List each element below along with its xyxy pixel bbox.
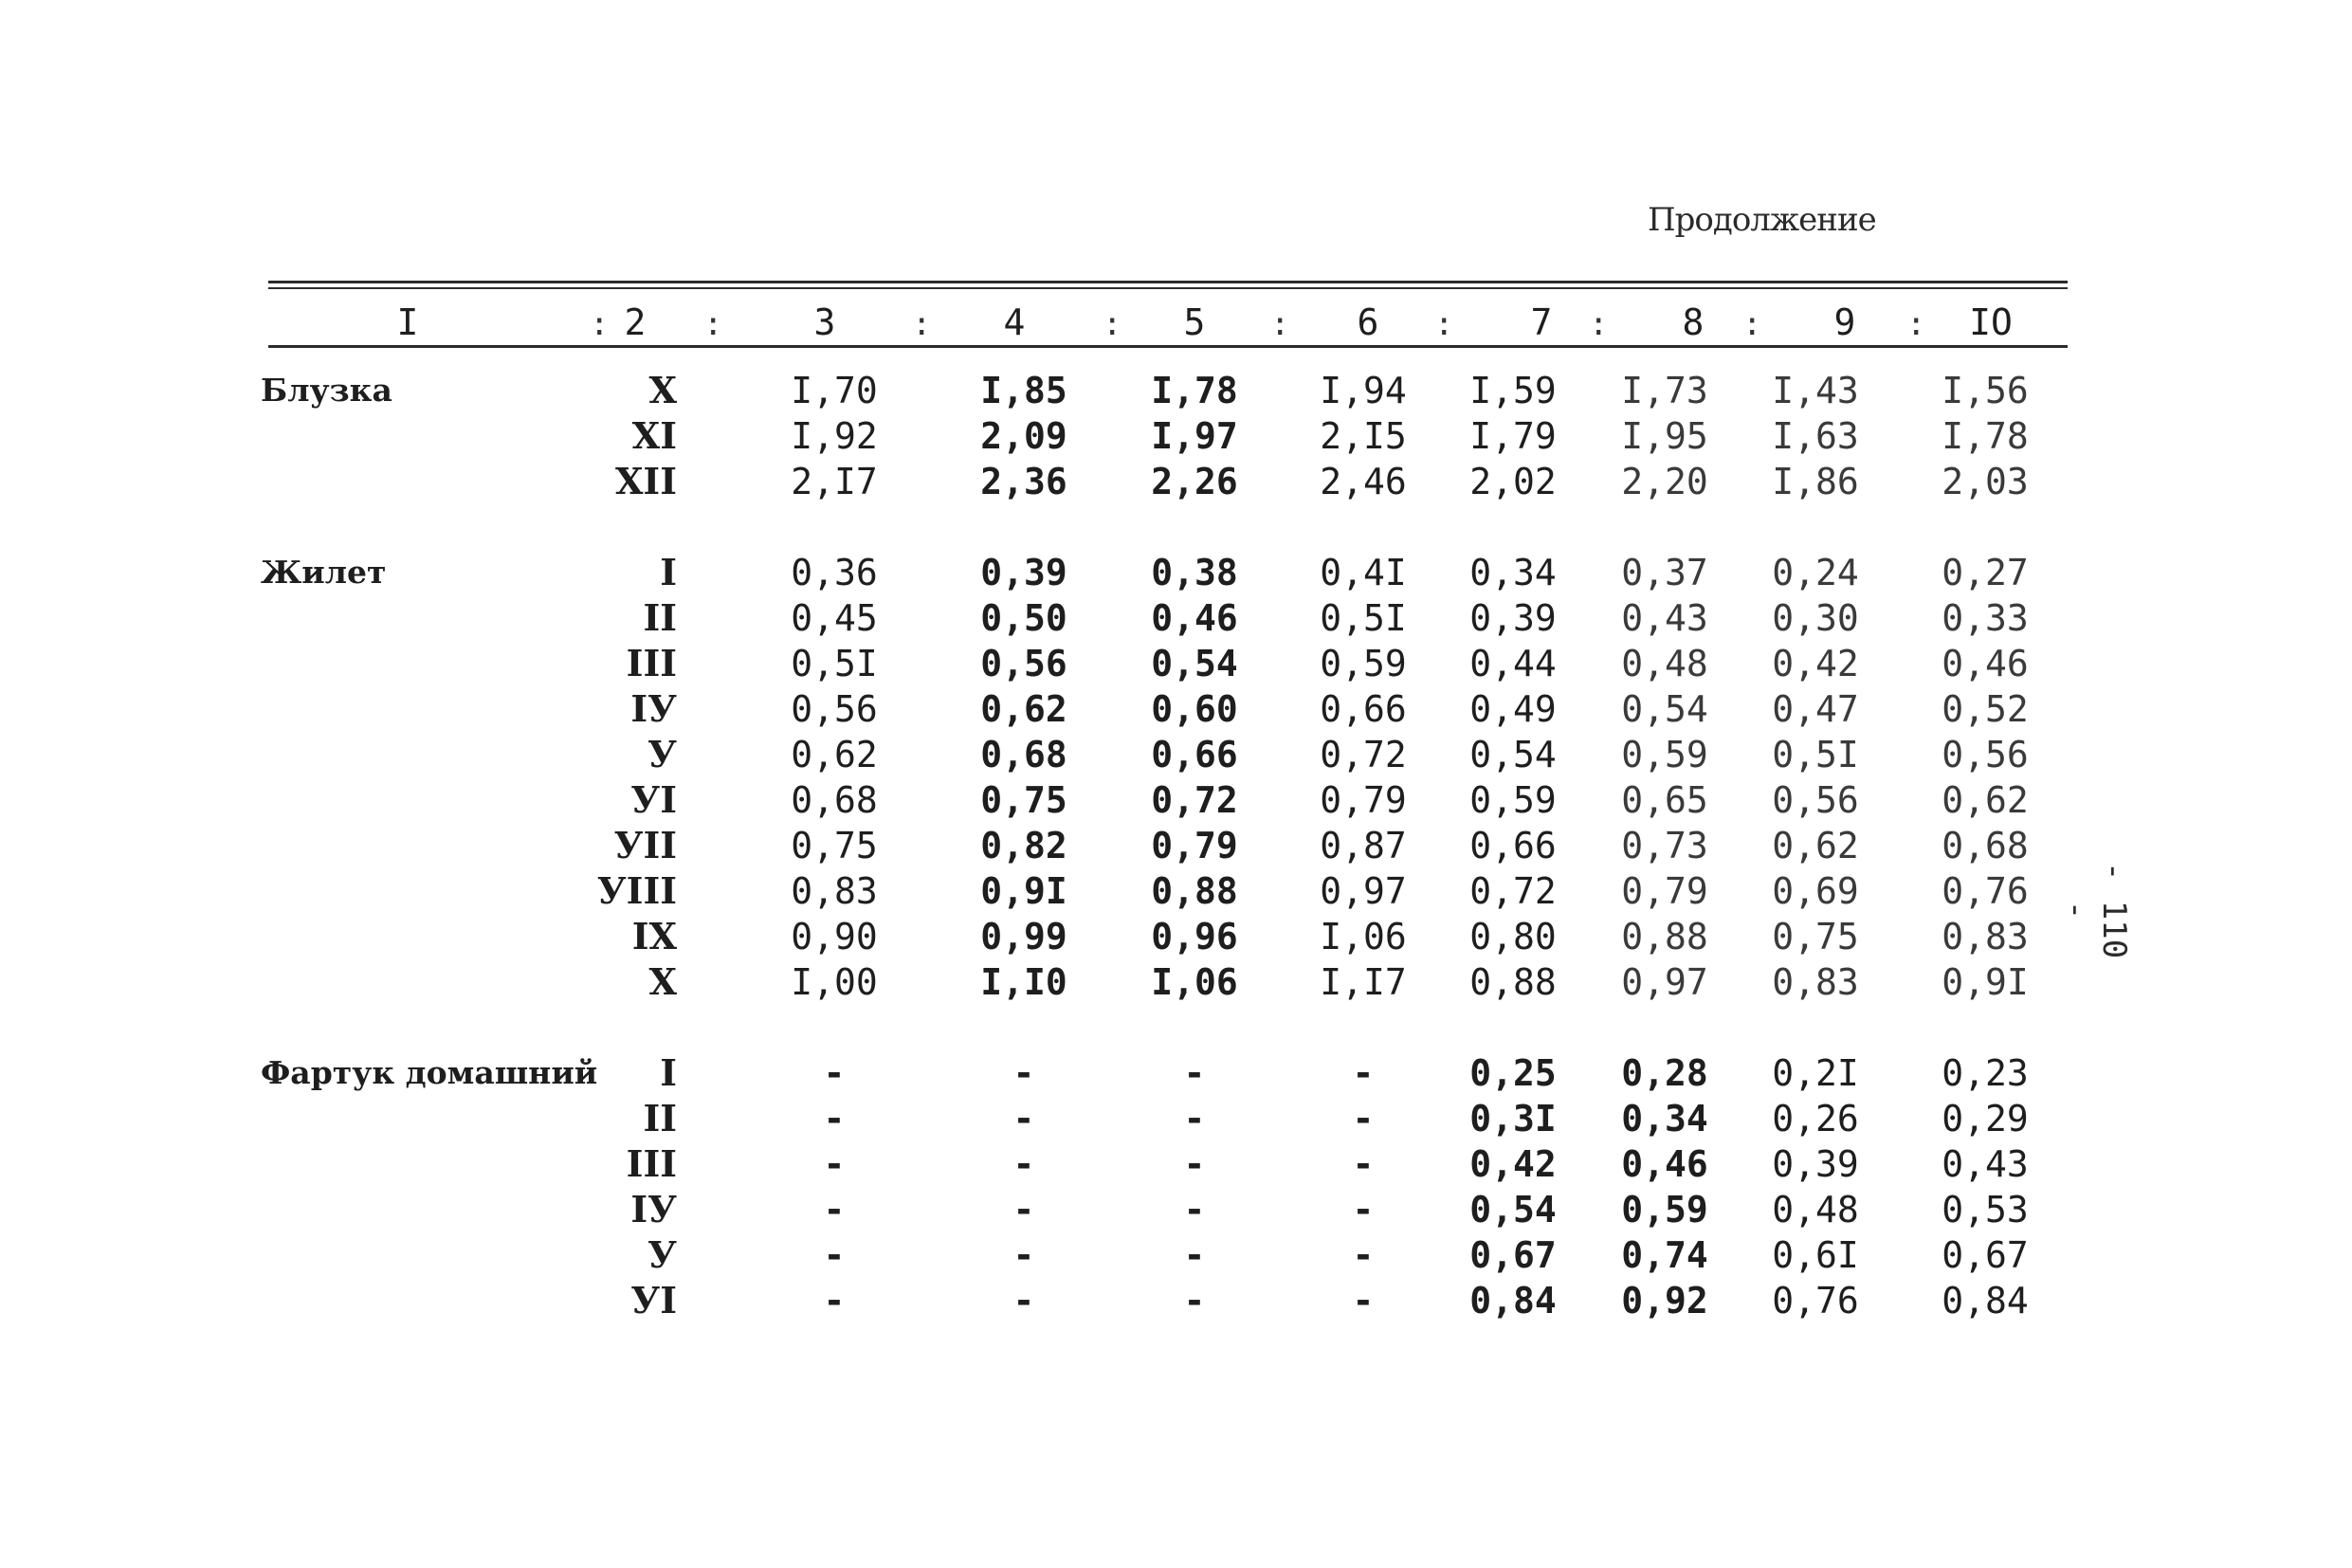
value-cell: 0,39 [1469, 597, 1557, 639]
value-cell: 0,46 [1621, 1143, 1708, 1185]
value-cell: 0,46 [1151, 597, 1238, 639]
value-cell: I,86 [1772, 461, 1859, 502]
value-cell: - [1183, 1052, 1206, 1094]
column-separator: : [912, 305, 932, 343]
value-cell: 2,I7 [791, 461, 878, 502]
value-cell: 0,75 [1772, 916, 1859, 957]
value-cell: 0,88 [1621, 916, 1708, 957]
size-label: IУ [630, 687, 677, 730]
value-cell: - [1352, 1052, 1375, 1094]
value-cell: 0,88 [1151, 870, 1238, 912]
table-row [0, 1278, 2352, 1323]
value-cell: - [823, 1143, 846, 1185]
value-cell: 0,59 [1320, 643, 1407, 684]
value-cell: 0,50 [980, 597, 1067, 639]
column-header-3: 3 [813, 301, 836, 343]
table-row [0, 1187, 2352, 1232]
value-cell: 0,76 [1942, 870, 2029, 912]
value-cell: 0,66 [1469, 825, 1557, 866]
value-cell: 0,47 [1772, 688, 1859, 730]
size-label: XII [614, 460, 677, 502]
size-label: УI [630, 1279, 677, 1322]
value-cell: 2,09 [980, 415, 1067, 457]
value-cell: 0,37 [1621, 552, 1708, 593]
value-cell: 0,80 [1469, 916, 1557, 957]
value-cell: 2,36 [980, 461, 1067, 502]
value-cell: - [1012, 1189, 1035, 1231]
column-header-1: I [396, 301, 419, 343]
value-cell: 0,48 [1621, 643, 1708, 684]
value-cell: 0,54 [1469, 734, 1557, 775]
value-cell: 0,38 [1151, 552, 1238, 593]
top-rule [268, 281, 2068, 283]
value-cell: - [1352, 1280, 1375, 1322]
value-cell: I,63 [1772, 415, 1859, 457]
value-cell: 0,34 [1469, 552, 1557, 593]
size-label: II [643, 1097, 677, 1140]
column-header-5: 5 [1183, 301, 1206, 343]
value-cell: I,I0 [980, 961, 1067, 1003]
value-cell: - [823, 1189, 846, 1231]
value-cell: 2,46 [1320, 461, 1407, 502]
value-cell: 0,54 [1621, 688, 1708, 730]
value-cell: 0,68 [791, 779, 878, 821]
value-cell: I,70 [791, 370, 878, 411]
column-header-9: 9 [1833, 301, 1856, 343]
value-cell: I,06 [1151, 961, 1238, 1003]
table-row [0, 413, 2352, 459]
size-label: III [626, 1142, 677, 1185]
value-cell: - [1012, 1280, 1035, 1322]
table-row [0, 459, 2352, 504]
value-cell: 0,54 [1151, 643, 1238, 684]
table-row [0, 777, 2352, 823]
value-cell: 0,75 [980, 779, 1067, 821]
value-cell: 0,6I [1772, 1234, 1859, 1276]
value-cell: 0,56 [1772, 779, 1859, 821]
value-cell: 0,39 [1772, 1143, 1859, 1185]
table-row [0, 641, 2352, 686]
column-header-4: 4 [1003, 301, 1026, 343]
table-row [0, 1232, 2352, 1278]
value-cell: 0,73 [1621, 825, 1708, 866]
value-cell: I,97 [1151, 415, 1238, 457]
value-cell: - [1183, 1280, 1206, 1322]
table-header [0, 301, 2352, 343]
value-cell: 0,9I [1942, 961, 2029, 1003]
value-cell: - [823, 1280, 846, 1322]
value-cell: I,92 [791, 415, 878, 457]
value-cell: 0,56 [791, 688, 878, 730]
table-row [0, 914, 2352, 959]
value-cell: 0,59 [1621, 1189, 1708, 1231]
size-label: X [648, 960, 677, 1003]
column-header-8: 8 [1682, 301, 1705, 343]
section-name: Фартук домашний [261, 1054, 598, 1091]
value-cell: 0,44 [1469, 643, 1557, 684]
table-row [0, 1096, 2352, 1141]
size-label: У [647, 1233, 677, 1276]
value-cell: I,06 [1320, 916, 1407, 957]
value-cell: I,78 [1942, 415, 2029, 457]
value-cell: 0,43 [1942, 1143, 2029, 1185]
value-cell: - [1012, 1143, 1035, 1185]
value-cell: 0,72 [1320, 734, 1407, 775]
value-cell: 0,59 [1469, 779, 1557, 821]
value-cell: - [1183, 1189, 1206, 1231]
value-cell: 0,88 [1469, 961, 1557, 1003]
value-cell: 0,74 [1621, 1234, 1708, 1276]
value-cell: 0,62 [791, 734, 878, 775]
value-cell: 0,3I [1469, 1098, 1557, 1140]
value-cell: 0,62 [980, 688, 1067, 730]
value-cell: 0,27 [1942, 552, 2029, 593]
value-cell: 0,59 [1621, 734, 1708, 775]
value-cell: 0,87 [1320, 825, 1407, 866]
column-separator: : [1589, 305, 1609, 343]
value-cell: - [1352, 1189, 1375, 1231]
value-cell: 0,79 [1151, 825, 1238, 866]
value-cell: 0,75 [791, 825, 878, 866]
value-cell: 0,42 [1772, 643, 1859, 684]
value-cell: - [1012, 1052, 1035, 1094]
value-cell: 0,4I [1320, 552, 1407, 593]
value-cell: 0,72 [1151, 779, 1238, 821]
table-row [0, 732, 2352, 777]
table-row [0, 550, 2352, 595]
value-cell: - [823, 1052, 846, 1094]
value-cell: 0,45 [791, 597, 878, 639]
value-cell: 0,83 [791, 870, 878, 912]
value-cell: 0,65 [1621, 779, 1708, 821]
value-cell: 0,99 [980, 916, 1067, 957]
value-cell: - [1183, 1143, 1206, 1185]
value-cell: I,43 [1772, 370, 1859, 411]
value-cell: 0,29 [1942, 1098, 2029, 1140]
value-cell: - [1183, 1098, 1206, 1140]
value-cell: 0,97 [1320, 870, 1407, 912]
size-label: X [648, 369, 677, 411]
value-cell: 0,72 [1469, 870, 1557, 912]
size-label: I [660, 1051, 677, 1094]
value-cell: I,78 [1151, 370, 1238, 411]
value-cell: - [1183, 1234, 1206, 1276]
value-cell: 0,84 [1469, 1280, 1557, 1322]
size-label: III [626, 642, 677, 684]
value-cell: 0,42 [1469, 1143, 1557, 1185]
column-separator: : [1103, 305, 1122, 343]
value-cell: 2,02 [1469, 461, 1557, 502]
column-separator: : [703, 305, 723, 343]
value-cell: 0,56 [1942, 734, 2029, 775]
value-cell: 0,39 [980, 552, 1067, 593]
value-cell: I,73 [1621, 370, 1708, 411]
value-cell: 0,52 [1942, 688, 2029, 730]
value-cell: 0,84 [1942, 1280, 2029, 1322]
value-cell: 0,67 [1469, 1234, 1557, 1276]
value-cell: 0,30 [1772, 597, 1859, 639]
value-cell: 0,33 [1942, 597, 2029, 639]
value-cell: 0,53 [1942, 1189, 2029, 1231]
value-cell: - [1352, 1098, 1375, 1140]
value-cell: - [1012, 1234, 1035, 1276]
size-label: УIII [596, 869, 677, 912]
value-cell: 0,83 [1942, 916, 2029, 957]
value-cell: 0,92 [1621, 1280, 1708, 1322]
value-cell: I,79 [1469, 415, 1557, 457]
value-cell: 0,76 [1772, 1280, 1859, 1322]
value-cell: 0,36 [791, 552, 878, 593]
value-cell: 0,56 [980, 643, 1067, 684]
table-row [0, 1050, 2352, 1096]
value-cell: 0,9I [980, 870, 1067, 912]
column-separator: : [1270, 305, 1290, 343]
value-cell: - [1352, 1143, 1375, 1185]
size-label: УI [630, 778, 677, 821]
value-cell: 0,90 [791, 916, 878, 957]
column-header-10: IO [1969, 301, 2013, 343]
size-label: УII [613, 824, 677, 866]
table-row [0, 1141, 2352, 1187]
page-number: - 110 - [2057, 861, 2133, 959]
table-row [0, 868, 2352, 914]
value-cell: 0,28 [1621, 1052, 1708, 1094]
value-cell: 0,68 [980, 734, 1067, 775]
table-row [0, 959, 2352, 1005]
value-cell: 0,43 [1621, 597, 1708, 639]
continuation-label: Продолжение [1648, 201, 1876, 239]
value-cell: 0,66 [1151, 734, 1238, 775]
column-separator: : [1742, 305, 1762, 343]
value-cell: 0,69 [1772, 870, 1859, 912]
size-label: IУ [630, 1188, 677, 1231]
value-cell: 0,82 [980, 825, 1067, 866]
value-cell: 2,03 [1942, 461, 2029, 502]
value-cell: I,59 [1469, 370, 1557, 411]
column-separator: : [1906, 305, 1926, 343]
value-cell: 0,67 [1942, 1234, 2029, 1276]
value-cell: 0,5I [791, 643, 878, 684]
value-cell: - [823, 1098, 846, 1140]
value-cell: I,85 [980, 370, 1067, 411]
value-cell: 2,20 [1621, 461, 1708, 502]
value-cell: 0,25 [1469, 1052, 1557, 1094]
header-rule [268, 345, 2068, 348]
value-cell: 0,79 [1621, 870, 1708, 912]
table-row [0, 595, 2352, 641]
top-rule-second [268, 287, 2068, 289]
value-cell: 0,24 [1772, 552, 1859, 593]
column-header-2: 2 [624, 301, 647, 343]
size-label: IX [631, 915, 677, 957]
size-label: У [647, 733, 677, 775]
value-cell: 0,62 [1772, 825, 1859, 866]
value-cell: 0,5I [1772, 734, 1859, 775]
section-name: Блузка [261, 372, 392, 409]
table-row [0, 823, 2352, 868]
value-cell: 0,68 [1942, 825, 2029, 866]
value-cell: 0,5I [1320, 597, 1407, 639]
size-label: I [660, 551, 677, 593]
value-cell: 0,54 [1469, 1189, 1557, 1231]
value-cell: 0,79 [1320, 779, 1407, 821]
value-cell: - [823, 1234, 846, 1276]
value-cell: - [1012, 1098, 1035, 1140]
value-cell: 0,66 [1320, 688, 1407, 730]
value-cell: I,94 [1320, 370, 1407, 411]
size-label: II [643, 596, 677, 639]
value-cell: I,00 [791, 961, 878, 1003]
value-cell: 0,49 [1469, 688, 1557, 730]
value-cell: 0,97 [1621, 961, 1708, 1003]
value-cell: I,56 [1942, 370, 2029, 411]
value-cell: 0,46 [1942, 643, 2029, 684]
value-cell: 0,34 [1621, 1098, 1708, 1140]
column-separator: : [590, 305, 610, 343]
value-cell: 0,48 [1772, 1189, 1859, 1231]
value-cell: 0,23 [1942, 1052, 2029, 1094]
value-cell: 0,60 [1151, 688, 1238, 730]
value-cell: 0,83 [1772, 961, 1859, 1003]
value-cell: 0,62 [1942, 779, 2029, 821]
column-header-7: 7 [1530, 301, 1553, 343]
value-cell: 0,26 [1772, 1098, 1859, 1140]
column-separator: : [1434, 305, 1454, 343]
value-cell: 2,I5 [1320, 415, 1407, 457]
value-cell: 0,2I [1772, 1052, 1859, 1094]
value-cell: 0,96 [1151, 916, 1238, 957]
value-cell: I,95 [1621, 415, 1708, 457]
table-row [0, 368, 2352, 413]
size-label: XI [631, 414, 677, 457]
value-cell: 2,26 [1151, 461, 1238, 502]
column-header-6: 6 [1357, 301, 1379, 343]
table-row [0, 686, 2352, 732]
value-cell: I,I7 [1320, 961, 1407, 1003]
section-name: Жилет [261, 554, 387, 591]
value-cell: - [1352, 1234, 1375, 1276]
